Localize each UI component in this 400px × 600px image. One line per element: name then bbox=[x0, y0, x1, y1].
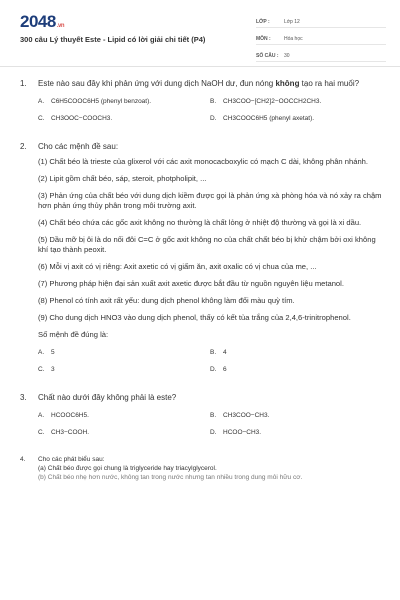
option-text: CH3COOC6H5 (phenyl axetat). bbox=[223, 115, 315, 122]
option-letter: B. bbox=[210, 349, 217, 356]
option-letter: B. bbox=[210, 412, 217, 419]
meta-value: 30 bbox=[284, 53, 290, 59]
option-b[interactable] bbox=[210, 348, 382, 357]
option-d[interactable] bbox=[210, 114, 382, 123]
option-a[interactable] bbox=[38, 411, 210, 420]
answer-options bbox=[38, 97, 382, 131]
option-letter: A. bbox=[38, 98, 45, 105]
logo-text: 2048 bbox=[20, 12, 56, 31]
option-text: C6H5COOC6H5 (phenyl benzoat). bbox=[51, 98, 152, 105]
option-letter: C. bbox=[38, 115, 45, 122]
answer-options bbox=[38, 411, 382, 445]
option-d[interactable] bbox=[210, 365, 382, 374]
option-text: CH3COO−[CH2]2−OOCCH2CH3. bbox=[223, 98, 322, 105]
statement: (4) Chất béo chứa các gốc axit không no thường là chất lỏng ở nhiệt độ thường và gọi là xi dầu. bbox=[38, 218, 362, 227]
meta-key: MÔN : bbox=[256, 36, 271, 42]
option-letter: C. bbox=[38, 366, 45, 373]
option-letter: D. bbox=[210, 366, 217, 373]
option-b[interactable] bbox=[210, 97, 382, 106]
question-text: Cho các mệnh đề sau: bbox=[38, 142, 119, 151]
option-letter: A. bbox=[38, 412, 45, 419]
option-text: HCOO−CH3. bbox=[223, 429, 262, 436]
option-text: CH3COO−CH3. bbox=[223, 412, 270, 419]
question-emphasis: không bbox=[275, 79, 300, 88]
answer-options bbox=[38, 348, 382, 382]
option-a[interactable] bbox=[38, 348, 210, 357]
question-list bbox=[20, 78, 382, 492]
statement: (a) Chất béo được gọi chung là triglyceride hay triacylglycerol. bbox=[38, 465, 217, 472]
statement: (2) Lipit gồm chất béo, sáp, steroit, photpholipit, ... bbox=[38, 174, 207, 183]
question-header bbox=[20, 141, 382, 152]
meta-row-subject bbox=[256, 31, 386, 45]
statement: (6) Mỗi vị axit có vị riêng: Axit axetic có vị giấm ăn, axit oxalic có vị chua của me, ... bbox=[38, 262, 317, 271]
statement: (5) Dầu mỡ bị ôi là do nối đôi C=C ở gốc axit không no của chất chất béo bị khử chậm bởi oxi không khí tạo thành peoxit. bbox=[38, 235, 376, 254]
option-c[interactable] bbox=[38, 114, 210, 123]
option-text: CH3−COOH. bbox=[51, 429, 90, 436]
option-text: HCOOC6H5. bbox=[51, 412, 89, 419]
option-c[interactable] bbox=[38, 365, 210, 374]
statement: (7) Phương pháp hiện đại sản xuất axit axetic được bắt đầu từ nguồn nguyên liệu metanol. bbox=[38, 279, 344, 288]
option-c[interactable] bbox=[38, 428, 210, 437]
meta-value: Lớp 12 bbox=[284, 19, 300, 25]
meta-key: LỚP : bbox=[256, 19, 270, 25]
site-logo[interactable] bbox=[20, 12, 64, 32]
option-letter: D. bbox=[210, 429, 217, 436]
option-d[interactable] bbox=[210, 428, 382, 437]
option-a[interactable] bbox=[38, 97, 210, 106]
option-letter: A. bbox=[38, 349, 45, 356]
question-text bbox=[38, 78, 382, 89]
question-text: Chất nào dưới đây không phải là este? bbox=[38, 393, 177, 402]
meta-key: SỐ CÂU : bbox=[256, 53, 279, 59]
question-number: 3. bbox=[20, 393, 27, 402]
question-number: 2. bbox=[20, 142, 27, 151]
option-letter: D. bbox=[210, 115, 217, 122]
meta-row-class bbox=[256, 14, 386, 28]
statement: (3) Phản ứng của chất béo với dung dịch kiềm được gọi là phản ứng xà phòng hóa và nó xảy ra chậm hơn phản ứng thủy phân trong môi trường axit. bbox=[38, 191, 382, 210]
statement: (8) Phenol có tính axit rất yếu: dung dịch phenol không làm đổi màu quỳ tím. bbox=[38, 296, 295, 305]
meta-row-count bbox=[256, 48, 386, 62]
option-b[interactable] bbox=[210, 411, 382, 420]
statement: (9) Cho dung dịch HNO3 vào dung dịch phenol, thấy có kết tủa trắng của 2,4,6-trinitrophenol. bbox=[38, 313, 351, 322]
logo-suffix: .vn bbox=[56, 23, 64, 29]
option-text: 3 bbox=[51, 366, 55, 373]
document-title: 300 câu Lý thuyết Este - Lipid có lời giải chi tiết (P4) bbox=[20, 35, 206, 44]
question-text: Cho các phát biểu sau: bbox=[38, 456, 105, 463]
question-number: 1. bbox=[20, 79, 27, 88]
question-1 bbox=[20, 78, 382, 131]
question-text-part: Este nào sau đây khi phản ứng với dung dịch NaOH dư, đun nóng bbox=[38, 79, 276, 88]
page-header bbox=[0, 0, 400, 67]
question-number: 4. bbox=[20, 456, 26, 463]
meta-value: Hóa học bbox=[284, 36, 303, 42]
question-prompt: Số mệnh đề đúng là: bbox=[38, 330, 109, 339]
statement: (1) Chất béo là trieste của glixerol với các axit monocacboxylic có mạch C dài, không phân nhánh. bbox=[38, 157, 368, 166]
option-letter: B. bbox=[210, 98, 217, 105]
option-letter: C. bbox=[38, 429, 45, 436]
question-header bbox=[20, 455, 382, 464]
question-header bbox=[20, 78, 382, 89]
document-meta bbox=[256, 14, 386, 65]
question-4 bbox=[20, 455, 382, 482]
question-text-part: tạo ra hai muối? bbox=[299, 79, 360, 88]
option-text: 5 bbox=[51, 349, 55, 356]
option-text: CH3OOC−COOCH3. bbox=[51, 115, 113, 122]
question-2 bbox=[20, 141, 382, 382]
option-text: 4 bbox=[223, 349, 227, 356]
question-header bbox=[20, 392, 382, 403]
option-text: 6 bbox=[223, 366, 227, 373]
question-3 bbox=[20, 392, 382, 445]
statement: (b) Chất béo nhẹ hơn nước, không tan trong nước nhưng tan nhiều trong dung môi hữu cơ. bbox=[38, 474, 303, 481]
